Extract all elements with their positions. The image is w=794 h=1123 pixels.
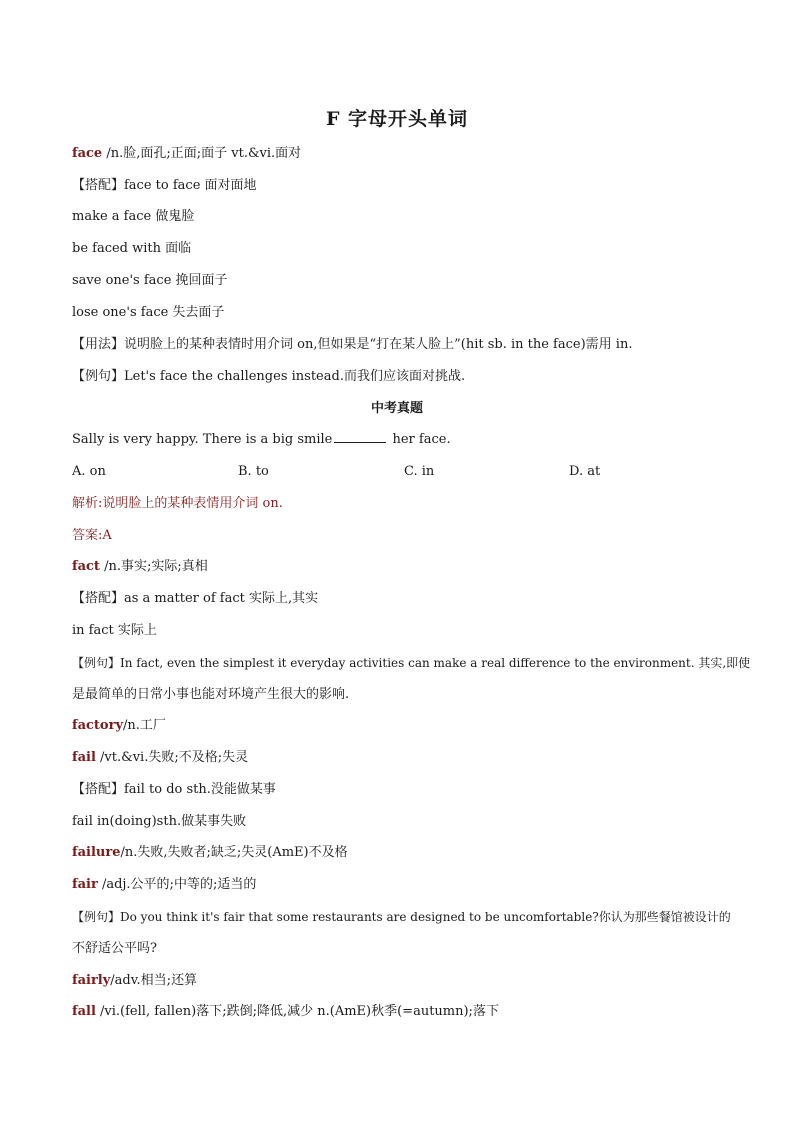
headword: failure	[72, 845, 121, 860]
entry-fairly	[72, 971, 732, 991]
option-c: C. in	[404, 464, 435, 479]
headword: fail	[72, 750, 96, 765]
headword: fairly	[72, 973, 111, 988]
example-translation: 不舒适公平吗?	[72, 941, 157, 956]
entry-failure	[72, 843, 732, 863]
collocation: 【搭配】as a matter of fact 实际上,其实	[72, 591, 319, 606]
definition: /n.事实;实际;真相	[99, 559, 208, 574]
collocation-item: be faced with 面临	[72, 241, 192, 256]
definition: /n.失败,失败者;缺乏;失灵(AmE)不及格	[120, 845, 348, 860]
exam-heading: 中考真题	[370, 401, 423, 416]
headword: fair	[72, 877, 98, 892]
headword: face	[72, 146, 103, 161]
headword: fall	[72, 1004, 96, 1019]
example-sentence: 【例句】Let's face the challenges instead.而我们应该面对挑战.	[72, 369, 466, 384]
example-sentence: 【例句】In fact, even the simplest it everyday activities can make a real difference to the environment. 其实,即使	[72, 656, 751, 670]
definition: /adv.相当;还算	[110, 973, 198, 988]
definition: /n.脸,面孔;正面;面子 vt.&vi.面对	[102, 146, 302, 161]
collocation-item: save one's face 挽回面子	[72, 273, 228, 288]
headword: factory	[72, 718, 124, 733]
exam-options	[72, 462, 732, 482]
entry-fair	[72, 875, 732, 895]
usage-note: 【用法】说明脸上的某种表情时用介词 on,但如果是“打在某人脸上”(hit sb. in the face)需用 in.	[72, 337, 633, 352]
exam-answer: 答案:A	[72, 528, 112, 543]
definition: /vi.(fell, fallen)落下;跌倒;降低,减少 n.(AmE)秋季(=autumn);落下	[95, 1004, 499, 1019]
example-sentence: 【例句】Do you think it's fair that some restaurants are designed to be uncomfortable?你认为那些餐馆被设计的	[72, 910, 731, 924]
option-a: A. on	[72, 464, 106, 479]
option-b: B. to	[238, 464, 269, 479]
entry-fact	[72, 557, 732, 577]
question-text-end: her face.	[388, 432, 451, 447]
exam-analysis: 解析:说明脸上的某种表情用介词 on.	[72, 496, 283, 511]
entry-fall	[72, 1002, 732, 1022]
collocation-item: make a face 做鬼脸	[72, 209, 195, 224]
collocation-item: lose one's face 失去面子	[72, 305, 225, 320]
answer-blank	[334, 430, 386, 443]
entry-factory	[72, 716, 732, 736]
collocation: 【搭配】fail to do sth.没能做某事	[72, 782, 276, 797]
option-d: D. at	[569, 464, 601, 479]
definition: /adj.公平的;中等的;适当的	[97, 877, 257, 892]
definition: /vt.&vi.失败;不及格;失灵	[95, 750, 249, 765]
example-translation: 是最简单的日常小事也能对环境产生很大的影响.	[72, 687, 350, 702]
headword: fact	[72, 559, 100, 574]
collocation-item: fail in(doing)sth.做某事失败	[72, 814, 247, 829]
entry-fail	[72, 748, 732, 768]
page-title: F 字母开头单词	[325, 108, 469, 130]
collocation: 【搭配】face to face 面对面地	[72, 178, 257, 193]
definition: /n.工厂	[123, 718, 166, 733]
exam-question	[72, 430, 732, 450]
collocation-item: in fact 实际上	[72, 623, 157, 638]
entry-face	[72, 144, 732, 164]
question-text: Sally is very happy. There is a big smile	[72, 432, 333, 447]
